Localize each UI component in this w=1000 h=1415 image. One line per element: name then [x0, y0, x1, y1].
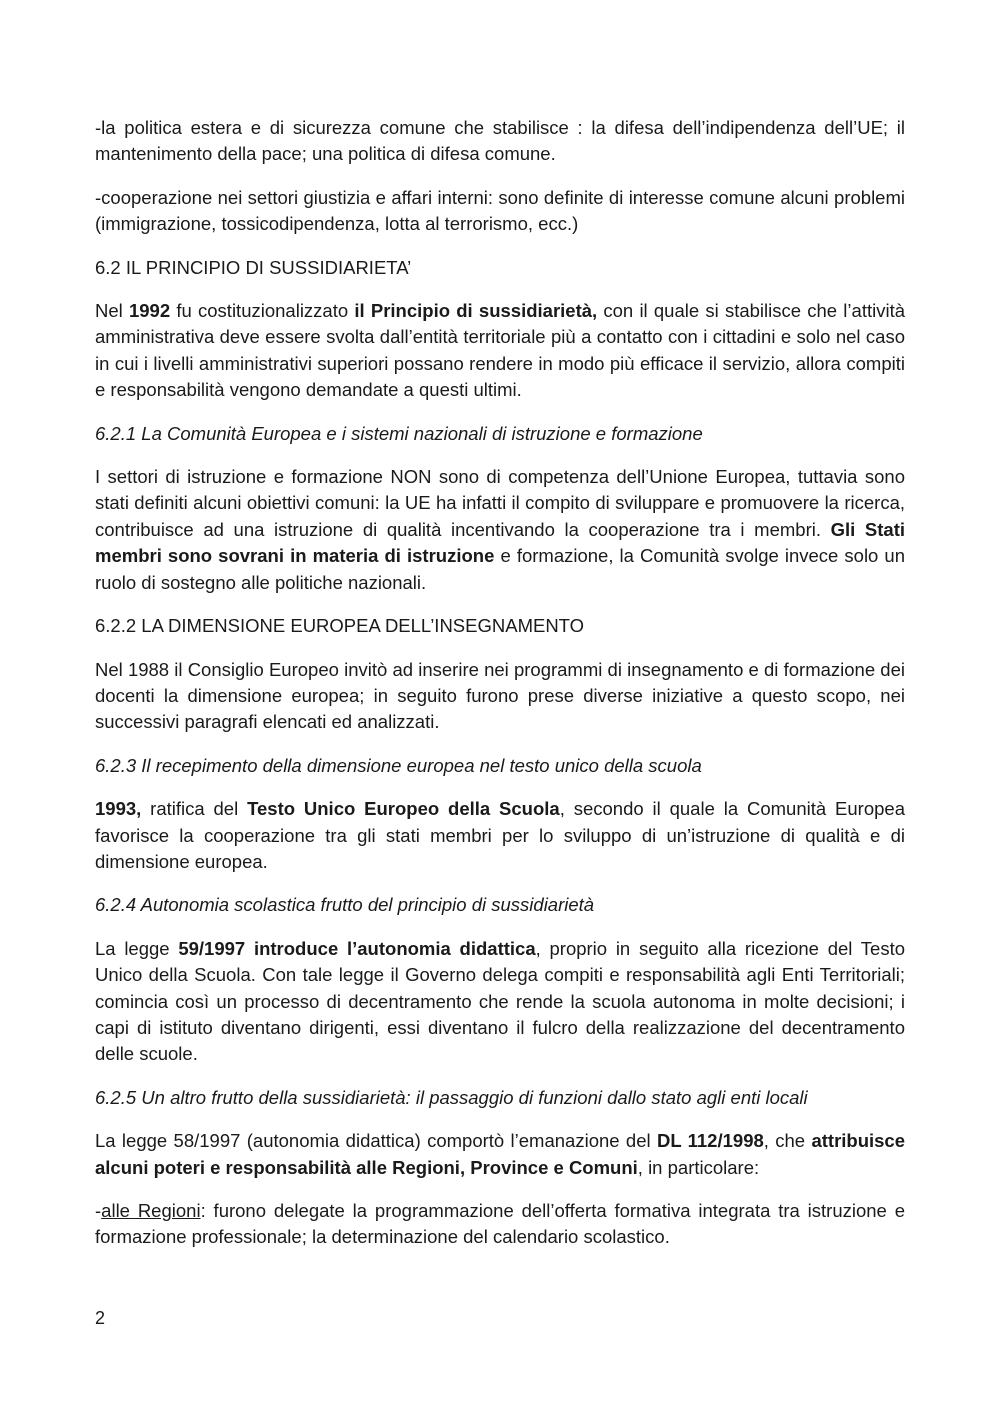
page-number: 2: [95, 1308, 106, 1328]
paragraph-autonomy: La legge 59/1997 introduce l’autonomia didattica, proprio in seguito alla ricezione del Testo Unico della Scuola. Con tale legge il Governo delega compiti e responsabilità agli Enti Territoriali; comincia così un processo di decentramento che rende la scuola autonoma in molte decisioni; i capi di istituto diventano dirigenti, essi diventano il fulcro della realizzazione del decentramento delle scuole.: [95, 937, 906, 1065]
heading-6-2-5: 6.2.5 Un altro frutto della sussidiarietà: il passaggio di funzioni dallo stato agli enti locali: [95, 1086, 808, 1108]
paragraph-subsidiarity: Nel 1992 fu costituzionalizzato il Principio di sussidiarietà, con il quale si stabilisce che l’attività amministrativa deve essere svolta dall’entità territoriale più a contatto con i cittadini e solo nel caso in cui i livelli amministrativi superiori possano rendere in modo più efficace il servizio, allora compiti e responsabilità vengono demandate a questi ultimi.: [95, 300, 905, 401]
paragraph-education-sectors: I settori di istruzione e formazione NON sono di competenza dell’Unione Europea, tuttavia sono stati definiti alcuni obiettivi comuni: la UE ha infatti il compito di sviluppare e promuovere la ricerca, contribuisce ad una istruzione di qualità incentivando la cooperazione tra i membri. Gli Stati membri sono sovrani in materia di istruzione e formazione, la Comunità svolge invece solo un ruolo di sostegno alle politiche nazionali.: [95, 466, 905, 593]
heading-6-2-3: 6.2.3 Il recepimento della dimensione europea nel testo unico della scuola: [95, 754, 702, 776]
paragraph-foreign-policy: -la politica estera e di sicurezza comune che stabilisce : la difesa dell’indipendenza dell’UE; il mantenimento della pace; una politica di difesa comune.: [95, 117, 905, 165]
heading-6-2-1: 6.2.1 La Comunità Europea e i sistemi nazionali di istruzione e formazione: [95, 422, 703, 444]
heading-6-2-2: 6.2.2 LA DIMENSIONE EUROPEA DELL’INSEGNAMENTO: [95, 615, 585, 637]
paragraph-dl-112: La legge 58/1997 (autonomia didattica) comportò l’emanazione del DL 112/1998, che attribuisce alcuni poteri e responsabilità alle Regioni, Province e Comuni, in particolare:: [95, 1130, 906, 1178]
paragraph-european-dimension: Nel 1988 il Consiglio Europeo invitò ad inserire nei programmi di insegnamento e di formazione dei docenti la dimensione europea; in seguito furono prese diverse iniziative a questo scopo, nei successivi paragrafi elencati ed analizzati.: [95, 658, 905, 733]
heading-6-2-4: 6.2.4 Autonomia scolastica frutto del principio di sussidiarietà: [95, 894, 595, 916]
paragraph-regions: -alle Regioni: furono delegate la programmazione dell’offerta formativa integrata tra istruzione e formazione professionale; la determinazione del calendario scolastico.: [95, 1200, 905, 1248]
paragraph-testo-unico: 1993, ratifica del Testo Unico Europeo della Scuola, secondo il quale la Comunità Europea favorisce la cooperazione tra gli stati membri per lo sviluppo di un’istruzione di qualità e di dimensione europea.: [95, 798, 905, 872]
document-page: [95, 115, 905, 1268]
heading-6-2: 6.2 IL PRINCIPIO DI SUSSIDIARIETA’: [95, 256, 412, 278]
paragraph-justice-cooperation: -cooperazione nei settori giustizia e affari interni: sono definite di interesse comune alcuni problemi (immigrazione, tossicodipendenza, lotta al terrorismo, ecc.): [95, 186, 905, 235]
